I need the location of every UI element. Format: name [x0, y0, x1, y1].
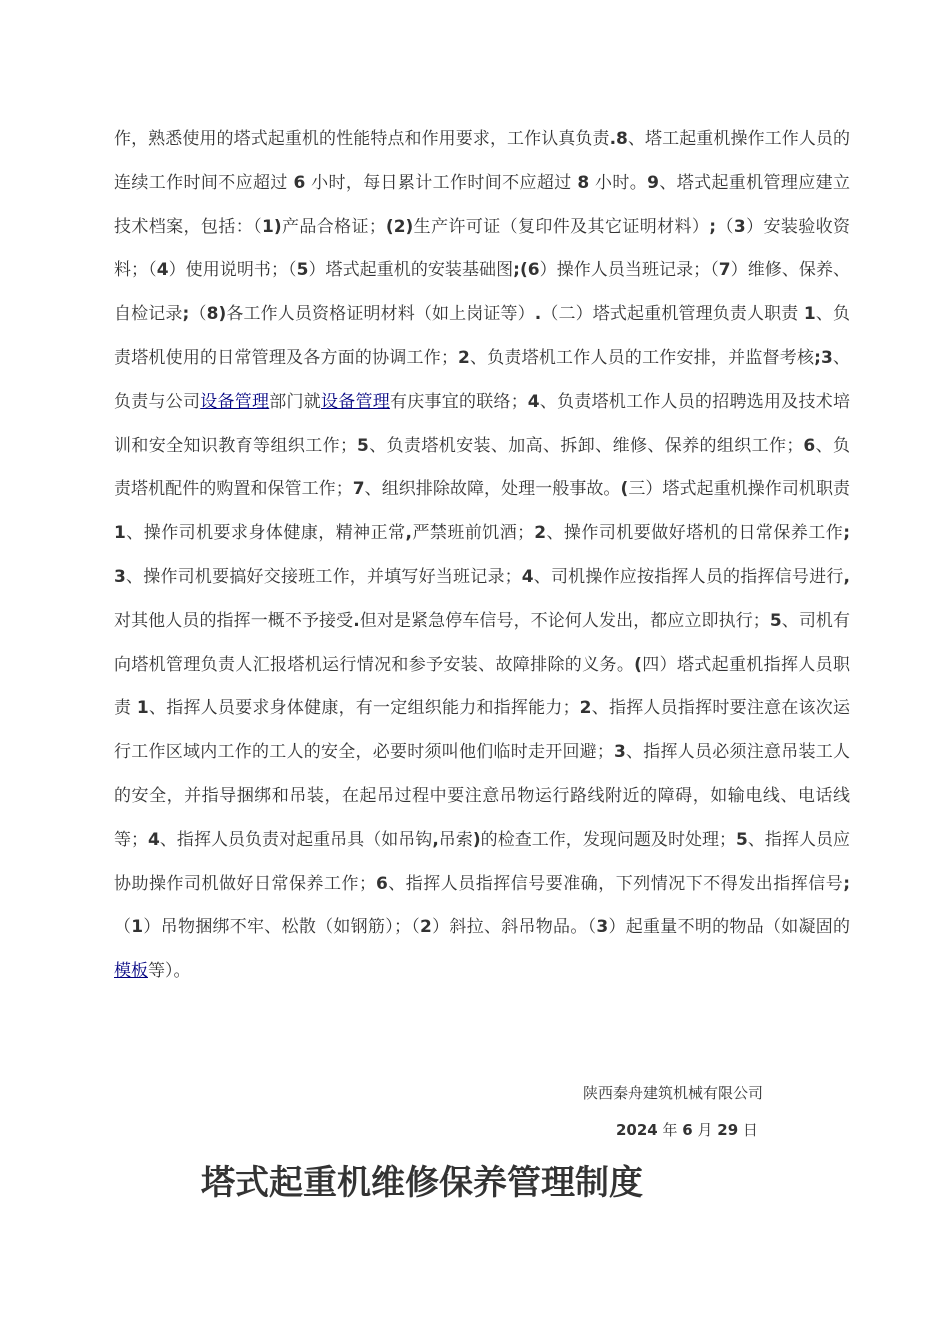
text-run: 、负责塔机工作人员的工作安排，并监督考核 [469, 347, 815, 368]
date-day-unit: 日 [738, 1121, 758, 1139]
bold-text-run: ;3 [814, 347, 833, 368]
bold-text-run: 7 [352, 479, 365, 500]
bold-text-run: 2 [420, 917, 432, 938]
bold-text-run: . [353, 610, 360, 631]
bold-text-run: 1 [114, 523, 126, 544]
text-run: 产品合格证； [281, 216, 386, 237]
bold-text-run: 4 [156, 260, 169, 281]
text-run: ）斜拉、斜吊物品。（ [431, 917, 597, 938]
text-run: 部门就 [269, 391, 321, 412]
bold-text-run: 4 [148, 829, 160, 850]
section-heading: 塔式起重机维修保养管理制度 [201, 1163, 643, 1203]
text-run: 、负责塔机安装、加高、拆卸、维修、保养的组织工作； [368, 435, 804, 456]
text-run: 吊索 [438, 829, 473, 850]
bold-text-run: ;(6 [513, 260, 540, 281]
bold-text-run: .8 [609, 129, 628, 149]
bold-text-run: 8 [577, 172, 590, 193]
company-name: 陕西秦舟建筑机械有限公司 [583, 1084, 764, 1102]
text-run: 三）塔式起重机操作司机职责 [628, 479, 851, 500]
text-run: ）起重量不明的物品（如凝固的 [608, 917, 851, 938]
text-run: 、指挥人员负责对起重吊具（如吊钩 [159, 829, 433, 850]
bold-text-run: 5 [769, 610, 782, 631]
text-run: 、负责与公司 [114, 347, 851, 412]
text-run: （ [716, 216, 734, 237]
text-run: 、指挥人员应协助操作司机做好日常保养工作； [114, 829, 851, 894]
text-run: 、司机操作应按指挥人员的指挥信号进行 [533, 566, 844, 587]
text-run: 的检查工作，发现问题及时处理； [480, 829, 737, 850]
bold-text-run: 1 [136, 698, 149, 719]
text-run: （二）塔式起重机管理负责人职责 [541, 304, 804, 325]
bold-text-run: 1) [261, 216, 282, 237]
inline-link[interactable]: 设备管理 [321, 391, 390, 412]
date-month-unit: 月 [692, 1121, 718, 1139]
bold-text-run: 3 [613, 742, 626, 763]
bold-text-run: 7 [718, 260, 731, 281]
date-year: 2024 [616, 1121, 658, 1139]
date-year-unit: 年 [657, 1121, 683, 1139]
text-run: 小时，每日累计工作时间不应超过 [305, 172, 578, 193]
bold-text-run: 5 [736, 829, 748, 850]
text-run: 对其他人员的指挥一概不予接受 [114, 610, 354, 631]
text-run: 、指挥人员指挥时要注意在该次运行工作区域内工作的工人的安全，必要时须叫他们临时走开回避； [114, 698, 851, 763]
text-run: 小时。 [589, 172, 648, 193]
text-run: ）吊物捆绑不牢、松散（如钢筋）；（ [143, 917, 421, 938]
text-run: 、指挥人员必须注意吊装工人的安全，并指导捆绑和吊装，在起吊过程中要注意吊物运行路线附近的障碍，如输电线、电话线等； [114, 742, 851, 850]
bold-text-run: 9 [647, 172, 659, 193]
text-run: 、负责塔机工作人员的招聘选用及技术培训和安全知识教育等组织工作； [114, 391, 851, 456]
text-run: 、指挥人员指挥信号要准确，下列情况下不得发出指挥信号 [387, 873, 844, 894]
text-run: 、负责塔机使用的日常管理及各方面的协调工作； [114, 304, 851, 368]
text-run: 严禁班前饥酒； [412, 523, 535, 544]
bold-text-run: ;3 [114, 523, 850, 587]
text-run: 作，熟悉使用的塔式起重机的性能特点和作用要求，工作认真负责 [114, 129, 610, 149]
bold-text-run: 3 [596, 917, 609, 938]
bold-text-run: (2) [385, 216, 414, 237]
bold-text-run: 6 [375, 873, 388, 894]
bold-text-run: 2 [457, 347, 470, 368]
text-run: ）安装验收资料；（ [114, 216, 851, 281]
bold-text-run: , [405, 523, 413, 544]
bold-text-run: ) [472, 829, 481, 850]
bold-text-run: 5 [296, 260, 309, 281]
inline-link[interactable]: 模板 [114, 961, 148, 982]
date-day: 29 [717, 1121, 739, 1139]
bold-text-run: 8) [206, 304, 227, 325]
text-run: ）维修、保养、自检记录 [114, 260, 851, 325]
text-run: 、组织排除故障，处理一般事故。 [364, 479, 621, 500]
bold-text-run: ( [634, 654, 642, 675]
inline-link[interactable]: 设备管理 [200, 391, 270, 412]
text-run: 、操作司机要做好塔机的日常保养工作 [546, 523, 844, 544]
text-run: ）使用说明书；（ [168, 260, 297, 281]
text-run: 、塔工起重机操作工作人员的连续工作时间不应超过 [114, 129, 851, 193]
bold-text-run: , [432, 829, 439, 850]
text-run: 、司机有向塔机管理负责人汇报塔机运行情况和参予安装、故障排除的义务。 [114, 610, 851, 675]
text-run: 、指挥人员要求身体健康，有一定组织能力和指挥能力； [148, 698, 580, 719]
bold-text-run: 6 [293, 172, 306, 193]
text-run: 四）塔式起重机指挥人员职责 [114, 654, 850, 719]
text-run: ）塔式起重机的安装基础图 [308, 260, 514, 281]
body-paragraph [114, 118, 850, 994]
bold-text-run: 2 [534, 523, 547, 544]
bold-text-run: ; [182, 304, 190, 325]
bold-text-run: 3 [733, 216, 746, 237]
bold-text-run: 1 [131, 917, 144, 938]
bold-text-run: ; [843, 873, 851, 894]
text-run: 有庆事宜的联络； [390, 391, 528, 412]
text-run: ）操作人员当班记录；（ [539, 260, 719, 281]
bold-text-run: 2 [579, 698, 592, 719]
bold-text-run: 4 [521, 566, 534, 587]
text-run: 、负责塔机配件的购置和保管工作； [114, 435, 851, 500]
text-run: 各工作人员资格证明材料（如上岗证等） [226, 304, 535, 325]
text-run: （ [114, 917, 132, 938]
text-run: 、操作司机要搞好交接班工作，并填写好当班记录； [125, 566, 522, 587]
bold-text-run: 5 [356, 435, 369, 456]
date-month: 6 [682, 1121, 693, 1139]
text-run: 等）。 [148, 961, 191, 982]
bold-text-run: 4 [527, 391, 540, 412]
bold-text-run: ( [620, 479, 629, 500]
signature-date [616, 1118, 758, 1142]
text-run: 、塔式起重机管理应建立技术档案，包括：（ [114, 172, 851, 237]
text-run: （ [189, 304, 207, 325]
bold-text-run: . [534, 304, 542, 325]
text-run: 生产许可证（复印件及其它证明材料） [413, 216, 710, 237]
bold-text-run: 1 [803, 304, 816, 325]
bold-text-run: ; [709, 216, 717, 237]
bold-text-run: , [843, 566, 851, 587]
bold-text-run: 6 [803, 435, 816, 456]
text-run: 但对是紧急停车信号，不论何人发出，都应立即执行； [359, 610, 770, 631]
text-run: 、操作司机要求身体健康，精神正常 [125, 523, 406, 544]
